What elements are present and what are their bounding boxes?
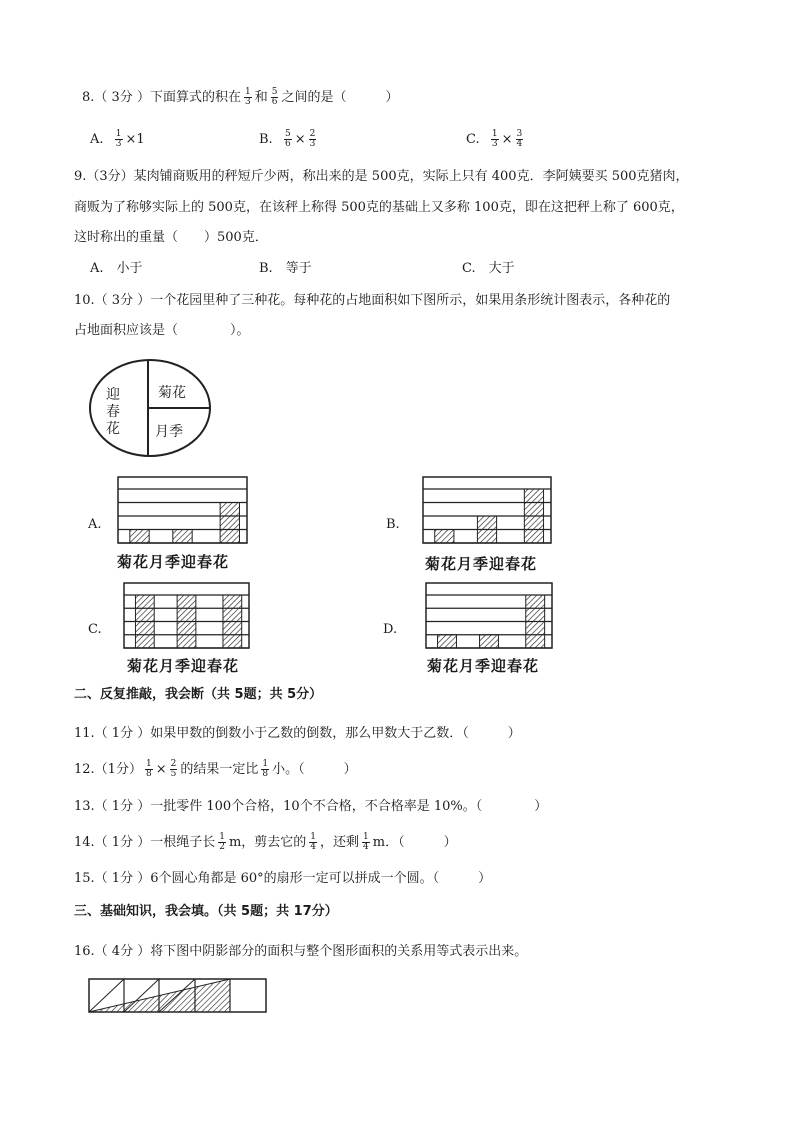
fraction-1-3: $\frac{1}{3}$ — [244, 87, 251, 107]
q9-option-c[interactable]: C. 大于 — [462, 261, 515, 276]
q11: 11.（ 1分 ）如果甲数的倒数小于乙数的倒数，那么甲数大于乙数．（ ） — [74, 726, 521, 741]
q10-line-1: 10.（ 3分 ）一个花园里种了三种花。每种花的占地面积如下图所示，如果用条形统计图表示，各种花的 — [74, 293, 671, 308]
bar-1 — [130, 530, 149, 544]
q10-option-b-chart[interactable] — [422, 476, 552, 544]
pie-label-yingchunhua: 迎 春 花 — [106, 387, 120, 437]
q14: 14.（ 1分 ）一根绳子长 $\frac{1}{2}$ m，剪去它的 $\frac{1}{4}$ ，还剩 $\frac{1}{4}$ m．（ ） — [74, 832, 457, 852]
bar-2 — [480, 635, 499, 648]
bar-3 — [526, 595, 545, 648]
bar-2 — [177, 595, 196, 648]
q10-option-b-caption: 菊花月季迎春花 — [425, 555, 538, 573]
q8-option-a[interactable]: A. $\frac{1}{3}$ ×1 — [90, 129, 145, 149]
q10-option-a-chart[interactable] — [117, 476, 248, 544]
section-2-heading: 二、反复推敲，我会断（共 5题；共 5分） — [74, 687, 323, 702]
q10-option-c-caption: 菊花月季迎春花 — [127, 657, 240, 675]
bar-1 — [435, 530, 454, 544]
q10-option-a-label[interactable]: A. — [88, 517, 102, 532]
section-3-heading: 三、基础知识，我会填。（共 5题；共 17分） — [74, 904, 338, 919]
q10-option-d-caption: 菊花月季迎春花 — [427, 657, 540, 675]
q10-option-c-chart[interactable] — [123, 582, 250, 649]
q9-line-2: 商贩为了称够实际上的 500克，在该秤上称得 500克的基础上又多称 100克，即在这把秤上称了 600克， — [74, 200, 684, 215]
q9-option-b[interactable]: B. 等于 — [259, 261, 312, 276]
pie-label-yueji: 月季 — [155, 424, 183, 440]
bar-3 — [223, 595, 242, 648]
bar-1 — [438, 635, 457, 648]
q9-option-a[interactable]: A. 小于 — [90, 261, 143, 276]
q12: 12.（1分） $\frac{1}{8}$ × $\frac{2}{5}$ 的结果一定比 $\frac{1}{8}$ 小。（ ） — [74, 759, 357, 779]
q10-line-2: 占地面积应该是（ ）。 — [74, 323, 250, 338]
bar-2 — [477, 516, 496, 543]
q9-line-3: 这时称出的重量（ ）500克． — [74, 230, 268, 245]
pie-label-juhua: 菊花 — [158, 385, 186, 401]
q9-line-1: 9.（3分）某肉铺商贩用的秤短斤少两，称出来的是 500克，实际上只有 400克．李阿姨要买 500克猪肉， — [74, 169, 689, 184]
q16: 16.（ 4分 ）将下图中阴影部分的面积与整个图形面积的关系用等式表示出来。 — [74, 944, 528, 959]
q15: 15.（ 1分 ）6个圆心角都是 60°的扇形一定可以拼成一个圆。（ ） — [74, 871, 492, 886]
q16-shaded-figure — [88, 978, 268, 1014]
bar-1 — [135, 595, 154, 648]
q10-option-d-label[interactable]: D. — [383, 622, 398, 637]
q10-option-b-label[interactable]: B. — [386, 517, 400, 532]
q8-option-b[interactable]: B. $\frac{5}{6}$ × $\frac{2}{3}$ — [259, 129, 316, 149]
q13: 13.（ 1分 ）一批零件 100个合格，10个不合格，不合格率是 10%。（ ） — [74, 799, 548, 814]
q8-stem: 8.（ 3分 ）下面算式的积在 $\frac{1}{3}$ 和 $\frac{5}{6}$ 之间的是（ ） — [82, 87, 399, 107]
bar-2 — [173, 530, 192, 544]
q10-option-c-label[interactable]: C. — [88, 622, 102, 637]
bar-3 — [524, 489, 543, 543]
fraction-5-6: $\frac{5}{6}$ — [271, 87, 278, 107]
q10-option-d-chart[interactable] — [425, 582, 553, 649]
q10-option-a-caption: 菊花月季迎春花 — [117, 553, 230, 571]
bar-3 — [220, 503, 239, 544]
q8-option-c[interactable]: C. $\frac{1}{3}$ × $\frac{3}{4}$ — [466, 129, 523, 149]
